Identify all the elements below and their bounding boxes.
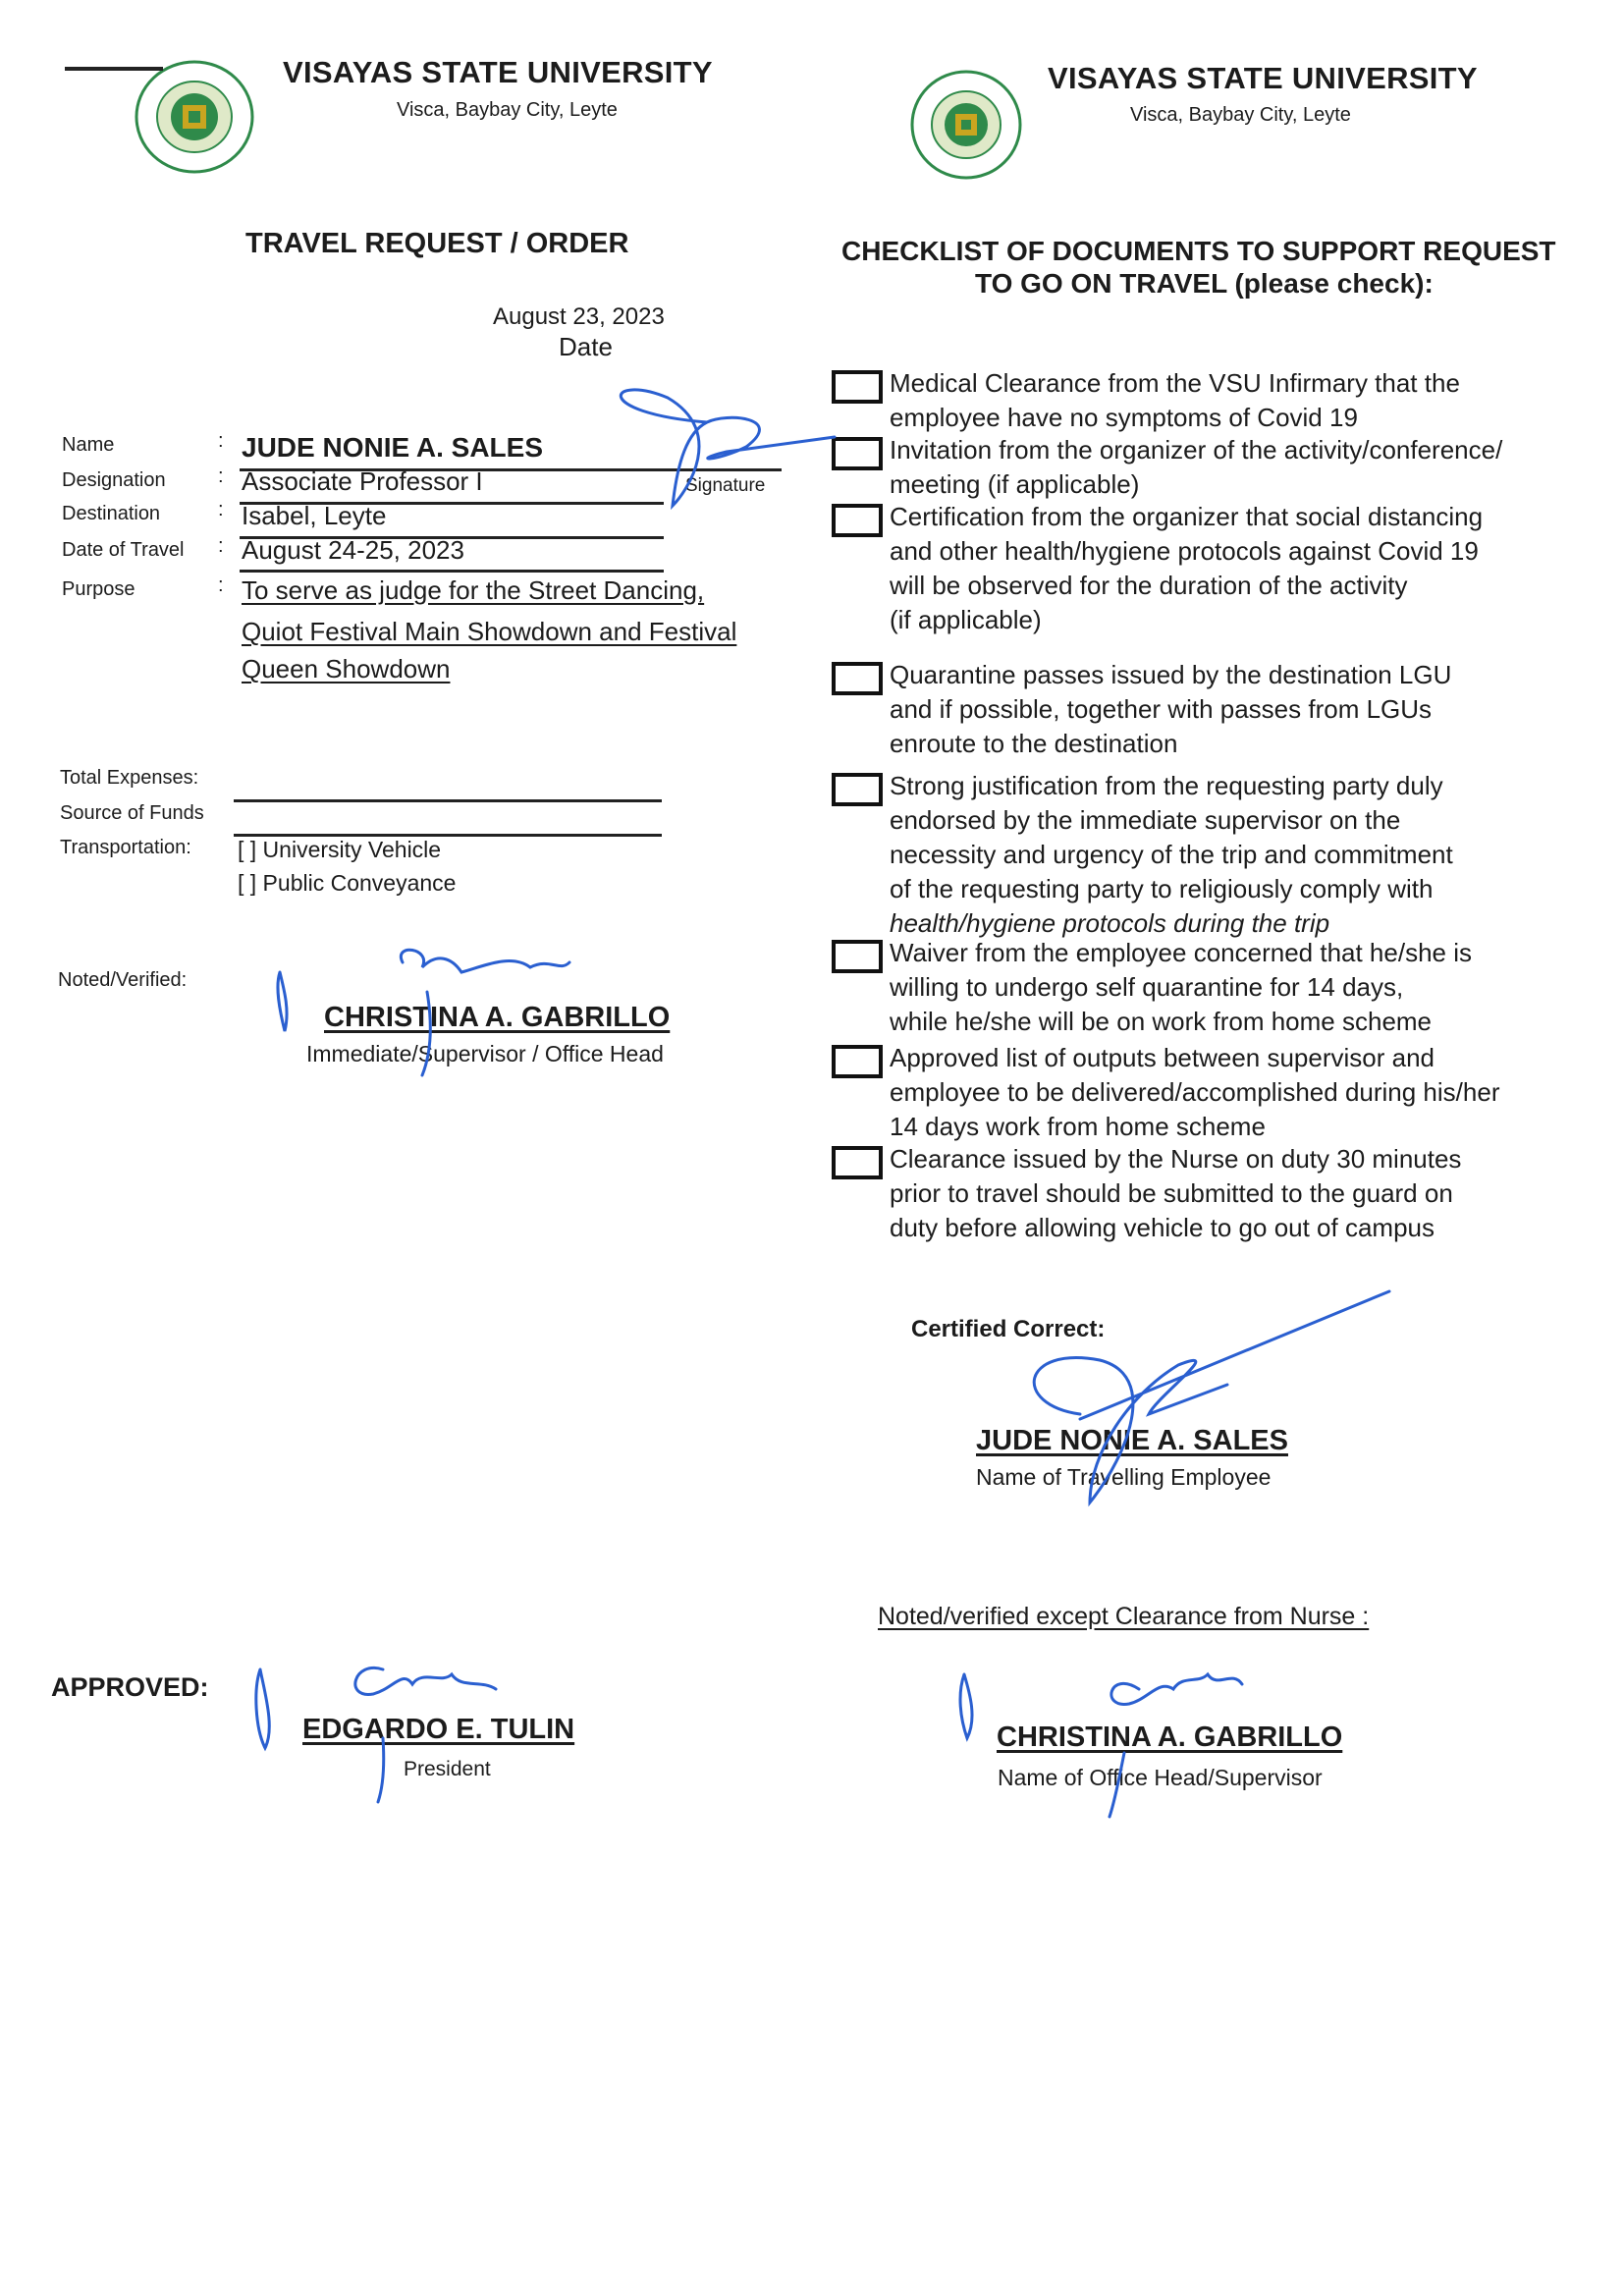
designation-value: Associate Professor I (242, 466, 483, 496)
checklist-checkbox[interactable] (832, 370, 883, 404)
checklist-item (890, 433, 1502, 502)
checklist-item (890, 1142, 1461, 1245)
approved-title: President (404, 1758, 491, 1780)
form-title: TRAVEL REQUEST / ORDER (245, 228, 629, 259)
colon: : (218, 499, 224, 520)
noted-verified-label: Noted/Verified: (58, 969, 188, 991)
name-label: Name (62, 434, 115, 456)
checklist-item (890, 769, 1453, 941)
source-of-funds-label: Source of Funds (60, 802, 204, 824)
checklist-item-line: Quarantine passes issued by the destination LGU (890, 660, 1452, 689)
checklist-item-line: and other health/hygiene protocols against Covid 19 (890, 536, 1479, 566)
checklist-checkbox[interactable] (832, 1146, 883, 1179)
colon: : (218, 465, 224, 487)
scan-mark (65, 67, 163, 71)
noted-name-left: CHRISTINA A. GABRILLO (324, 1002, 671, 1033)
checklist-item-line: while he/she will be on work from home scheme (890, 1007, 1433, 1036)
request-date: August 23, 2023 (493, 303, 665, 330)
checklist-item-line: employee have no symptoms of Covid 19 (890, 403, 1358, 432)
checklist-item-line: Strong justification from the requesting party duly (890, 771, 1443, 800)
designation-label: Designation (62, 469, 166, 491)
checklist-item-line: and if possible, together with passes from LGUs (890, 694, 1433, 724)
transportation-label: Transportation: (60, 837, 191, 858)
checklist-item (890, 500, 1483, 637)
date-of-travel-line (240, 570, 664, 573)
checklist-item-line: endorsed by the immediate supervisor on the (890, 805, 1401, 835)
checklist-checkbox[interactable] (832, 940, 883, 973)
university-name-left: VISAYAS STATE UNIVERSITY (283, 55, 713, 89)
checklist-item-line: meeting (if applicable) (890, 469, 1140, 499)
university-seal-left (134, 59, 255, 175)
noted-except-label: Noted/verified except Clearance from Nurse : (878, 1603, 1370, 1630)
total-expenses-label: Total Expenses: (60, 767, 199, 789)
total-expenses-line (234, 799, 662, 802)
checklist-item-line: Invitation from the organizer of the activity/conference/ (890, 435, 1503, 465)
public-conveyance-option[interactable]: [ ] Public Conveyance (238, 870, 457, 896)
signature-label: Signature (685, 475, 766, 496)
noted-title-right: Name of Office Head/Supervisor (998, 1765, 1323, 1790)
checklist-title-line-1: CHECKLIST OF DOCUMENTS TO SUPPORT REQUEST (841, 236, 1556, 266)
date-of-travel-label: Date of Travel (62, 539, 185, 561)
checklist-item-line: of the requesting party to religiously comply with (890, 874, 1434, 903)
destination-label: Destination (62, 503, 161, 524)
colon: : (218, 535, 224, 557)
checklist-checkbox[interactable] (832, 662, 883, 695)
certified-name: JUDE NONIE A. SALES (976, 1425, 1288, 1456)
purpose-line-3: Queen Showdown (242, 654, 451, 683)
checklist-item-line: Medical Clearance from the VSU Infirmary that the (890, 368, 1460, 398)
purpose-line-2: Quiot Festival Main Showdown and Festival (242, 617, 737, 646)
checklist-item-line: employee to be delivered/accomplished during his/her (890, 1077, 1500, 1107)
checklist-item-line: Waiver from the employee concerned that he/she is (890, 938, 1472, 967)
approved-label: APPROVED: (51, 1672, 209, 1702)
checklist-item-line: prior to travel should be submitted to the guard on (890, 1178, 1453, 1208)
checklist-checkbox[interactable] (832, 773, 883, 806)
checklist-item-line: will be observed for the duration of the activity (890, 571, 1408, 600)
checklist-item-line: necessity and urgency of the trip and commitment (890, 840, 1453, 869)
checklist-item-line: 14 days work from home scheme (890, 1112, 1266, 1141)
university-seal-right (909, 69, 1023, 181)
checklist-checkbox[interactable] (832, 437, 883, 470)
checklist-item-line: health/hygiene protocols during the trip (890, 908, 1330, 938)
colon: : (218, 574, 224, 596)
name-value: JUDE NONIE A. SALES (242, 432, 544, 463)
checklist-item (890, 1041, 1499, 1144)
date-of-travel-value: August 24-25, 2023 (242, 535, 464, 565)
checklist-title-line-2: TO GO ON TRAVEL (please check): (975, 268, 1434, 299)
certified-title: Name of Travelling Employee (976, 1464, 1272, 1490)
noted-title-left: Immediate/Supervisor / Office Head (306, 1041, 664, 1066)
university-address-left: Visca, Baybay City, Leyte (397, 99, 618, 121)
checklist-item-line: enroute to the destination (890, 729, 1178, 758)
colon: : (218, 430, 224, 452)
noted-name-right: CHRISTINA A. GABRILLO (997, 1722, 1343, 1753)
checklist-item (890, 658, 1451, 761)
university-name-right: VISAYAS STATE UNIVERSITY (1048, 61, 1478, 95)
destination-value: Isabel, Leyte (242, 501, 387, 530)
date-label: Date (559, 332, 613, 361)
university-address-right: Visca, Baybay City, Leyte (1130, 104, 1351, 126)
certified-correct-label: Certified Correct: (911, 1316, 1106, 1342)
checklist-item-line: Certification from the organizer that social distancing (890, 502, 1484, 531)
checklist-item-line: duty before allowing vehicle to go out of campus (890, 1213, 1435, 1242)
university-vehicle-option[interactable]: [ ] University Vehicle (238, 837, 442, 862)
checklist-item-line: willing to undergo self quarantine for 14 days, (890, 972, 1404, 1002)
purpose-line-1: To serve as judge for the Street Dancing, (242, 575, 705, 605)
purpose-label: Purpose (62, 578, 135, 600)
checklist-checkbox[interactable] (832, 1045, 883, 1078)
checklist-item-line: Approved list of outputs between supervisor and (890, 1043, 1435, 1072)
checklist-checkbox[interactable] (832, 504, 883, 537)
checklist-item (890, 366, 1460, 435)
checklist-item-line: Clearance issued by the Nurse on duty 30 minutes (890, 1144, 1462, 1174)
approved-name: EDGARDO E. TULIN (302, 1714, 575, 1745)
checklist-item-line: (if applicable) (890, 605, 1042, 634)
checklist-item (890, 936, 1472, 1039)
